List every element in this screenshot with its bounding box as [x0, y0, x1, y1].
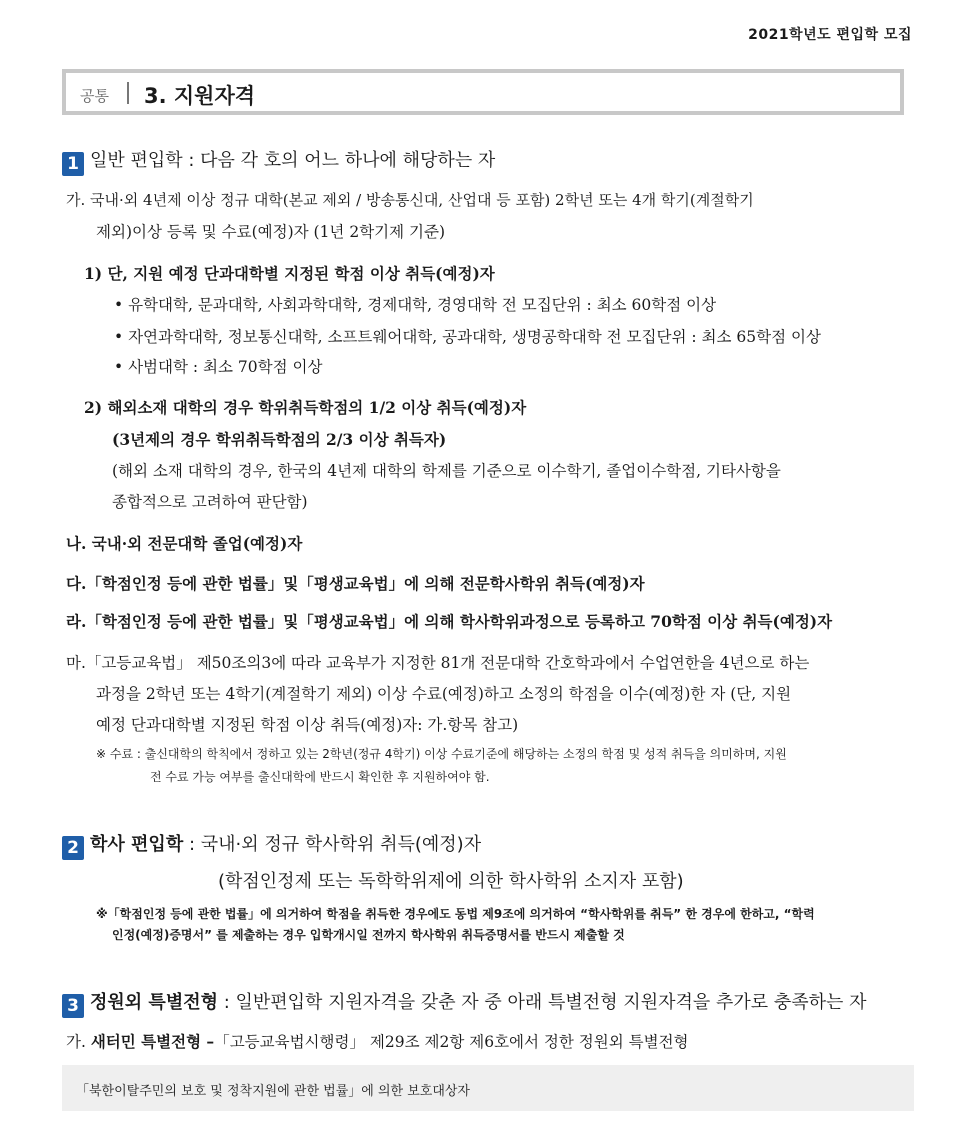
ma-line-1: 마.「고등교육법」 제50조의3에 따라 교육부가 지정한 81개 전문대학 간호학과에서 수업연한을 4년으로 하는: [66, 654, 810, 672]
section3-heading-bold: 정원외 특별전형: [90, 992, 218, 1013]
item2-sub: (3년제의 경우 학위취득학점의 2/3 이상 취득자): [112, 430, 447, 449]
section1-heading: [62, 146, 495, 176]
section2-heading-bold: 학사 편입학: [90, 834, 184, 855]
section2-badge: 2: [62, 836, 84, 860]
item1-heading: 1) 단, 지원 예정 단과대학별 지정된 학점 이상 취득(예정)자: [84, 264, 495, 283]
item2-note-2: 종합적으로 고려하여 판단함): [112, 493, 308, 511]
section3-badge: 3: [62, 994, 84, 1018]
section-title-box: [62, 69, 904, 115]
section3-ga-rest: 「고등교육법시행령」 제29조 제2항 제6호에서 정한 정원외 특별전형: [214, 1033, 689, 1051]
section1-badge: 1: [62, 152, 84, 176]
ga-line-2: 제외)이상 등록 및 수료(예정)자 (1년 2학기제 기준): [96, 223, 446, 241]
section2-heading: [62, 830, 481, 860]
item2-note-1: (해외 소재 대학의 경우, 한국의 4년제 대학의 학제를 기준으로 이수학기, 졸업이수학점, 기타사항을: [112, 462, 781, 480]
na-line: 나. 국내·외 전문대학 졸업(예정)자: [66, 534, 303, 553]
ma-line-2: 과정을 2학년 또는 4학기(계절학기 제외) 이상 수료(예정)하고 소정의 학점을 이수(예정)한 자 (단, 지원: [96, 685, 792, 703]
item1-bullet-2: • 자연과학대학, 정보통신대학, 소프트웨어대학, 공과대학, 생명공학대학 전 모집단위 : 최소 65학점 이상: [114, 328, 821, 346]
section3-note-box: [62, 1065, 914, 1111]
item1-bullet-1: • 유학대학, 문과대학, 사회과학대학, 경제대학, 경영대학 전 모집단위 : 최소 60학점 이상: [114, 296, 717, 314]
ga-line-1: 가. 국내·외 4년제 이상 정규 대학(본교 제외 / 방송통신대, 산업대 등 포함) 2학년 또는 4개 학기(계절학기: [66, 191, 754, 209]
section2-sub: (학점인정제 또는 독학학위제에 의한 학사학위 소지자 포함): [218, 871, 684, 892]
section1-footnote-1: ※ 수료 : 출신대학의 학칙에서 정하고 있는 2학년(정규 4학기) 이상 수료기준에 해당하는 소정의 학점 및 성적 취득을 의미하며, 지원: [96, 747, 787, 761]
title-divider: [127, 82, 129, 104]
da-line: 다.「학점인정 등에 관한 법률」및「평생교육법」에 의해 전문학사학위 취득(예정)자: [66, 574, 645, 593]
item2-heading: 2) 해외소재 대학의 경우 학위취득학점의 1/2 이상 취득(예정)자: [84, 398, 527, 417]
section1-footnote-2: 전 수료 가능 여부를 출신대학에 반드시 확인한 후 지원하여야 함.: [150, 770, 490, 784]
section3-ga-line: [66, 1030, 689, 1052]
section2-heading-rest: : 국내·외 정규 학사학위 취득(예정)자: [183, 834, 482, 855]
ra-line: 라.「학점인정 등에 관한 법률」및「평생교육법」에 의해 학사학위과정으로 등록하고 70학점 이상 취득(예정)자: [66, 612, 833, 631]
section1-heading-text: 일반 편입학 : 다음 각 호의 어느 하나에 해당하는 자: [90, 150, 496, 171]
item1-bullet-3: • 사범대학 : 최소 70학점 이상: [114, 358, 323, 376]
section3-ga-prefix: 가.: [66, 1033, 91, 1051]
section2-footnote-1: ※「학점인정 등에 관한 법률」에 의거하여 학점을 취득한 경우에도 동법 제9조에 의거하여 “학사학위를 취득” 한 경우에 한하고, “학력: [96, 907, 815, 921]
section3-heading: [62, 988, 867, 1018]
page-title: 3. 지원자격: [144, 84, 256, 108]
section3-ga-bold: 새터민 특별전형 –: [90, 1032, 215, 1051]
ma-line-3: 예정 단과대학별 지정된 학점 이상 취득(예정)자: 가.항목 참고): [96, 716, 519, 734]
section3-heading-rest: : 일반편입학 지원자격을 갖춘 자 중 아래 특별전형 지원자격을 추가로 충족하는 자: [217, 992, 867, 1013]
section3-note: 「북한이탈주민의 보호 및 정착지원에 관한 법률」에 의한 보호대상자: [76, 1084, 470, 1099]
section2-footnote-2: 인정(예정)증명서” 를 제출하는 경우 입학개시일 전까지 학사학위 취득증명서를 반드시 제출할 것: [112, 928, 625, 942]
document-header-title: 2021학년도 편입학 모집: [748, 27, 912, 43]
common-label: 공통: [80, 87, 109, 105]
